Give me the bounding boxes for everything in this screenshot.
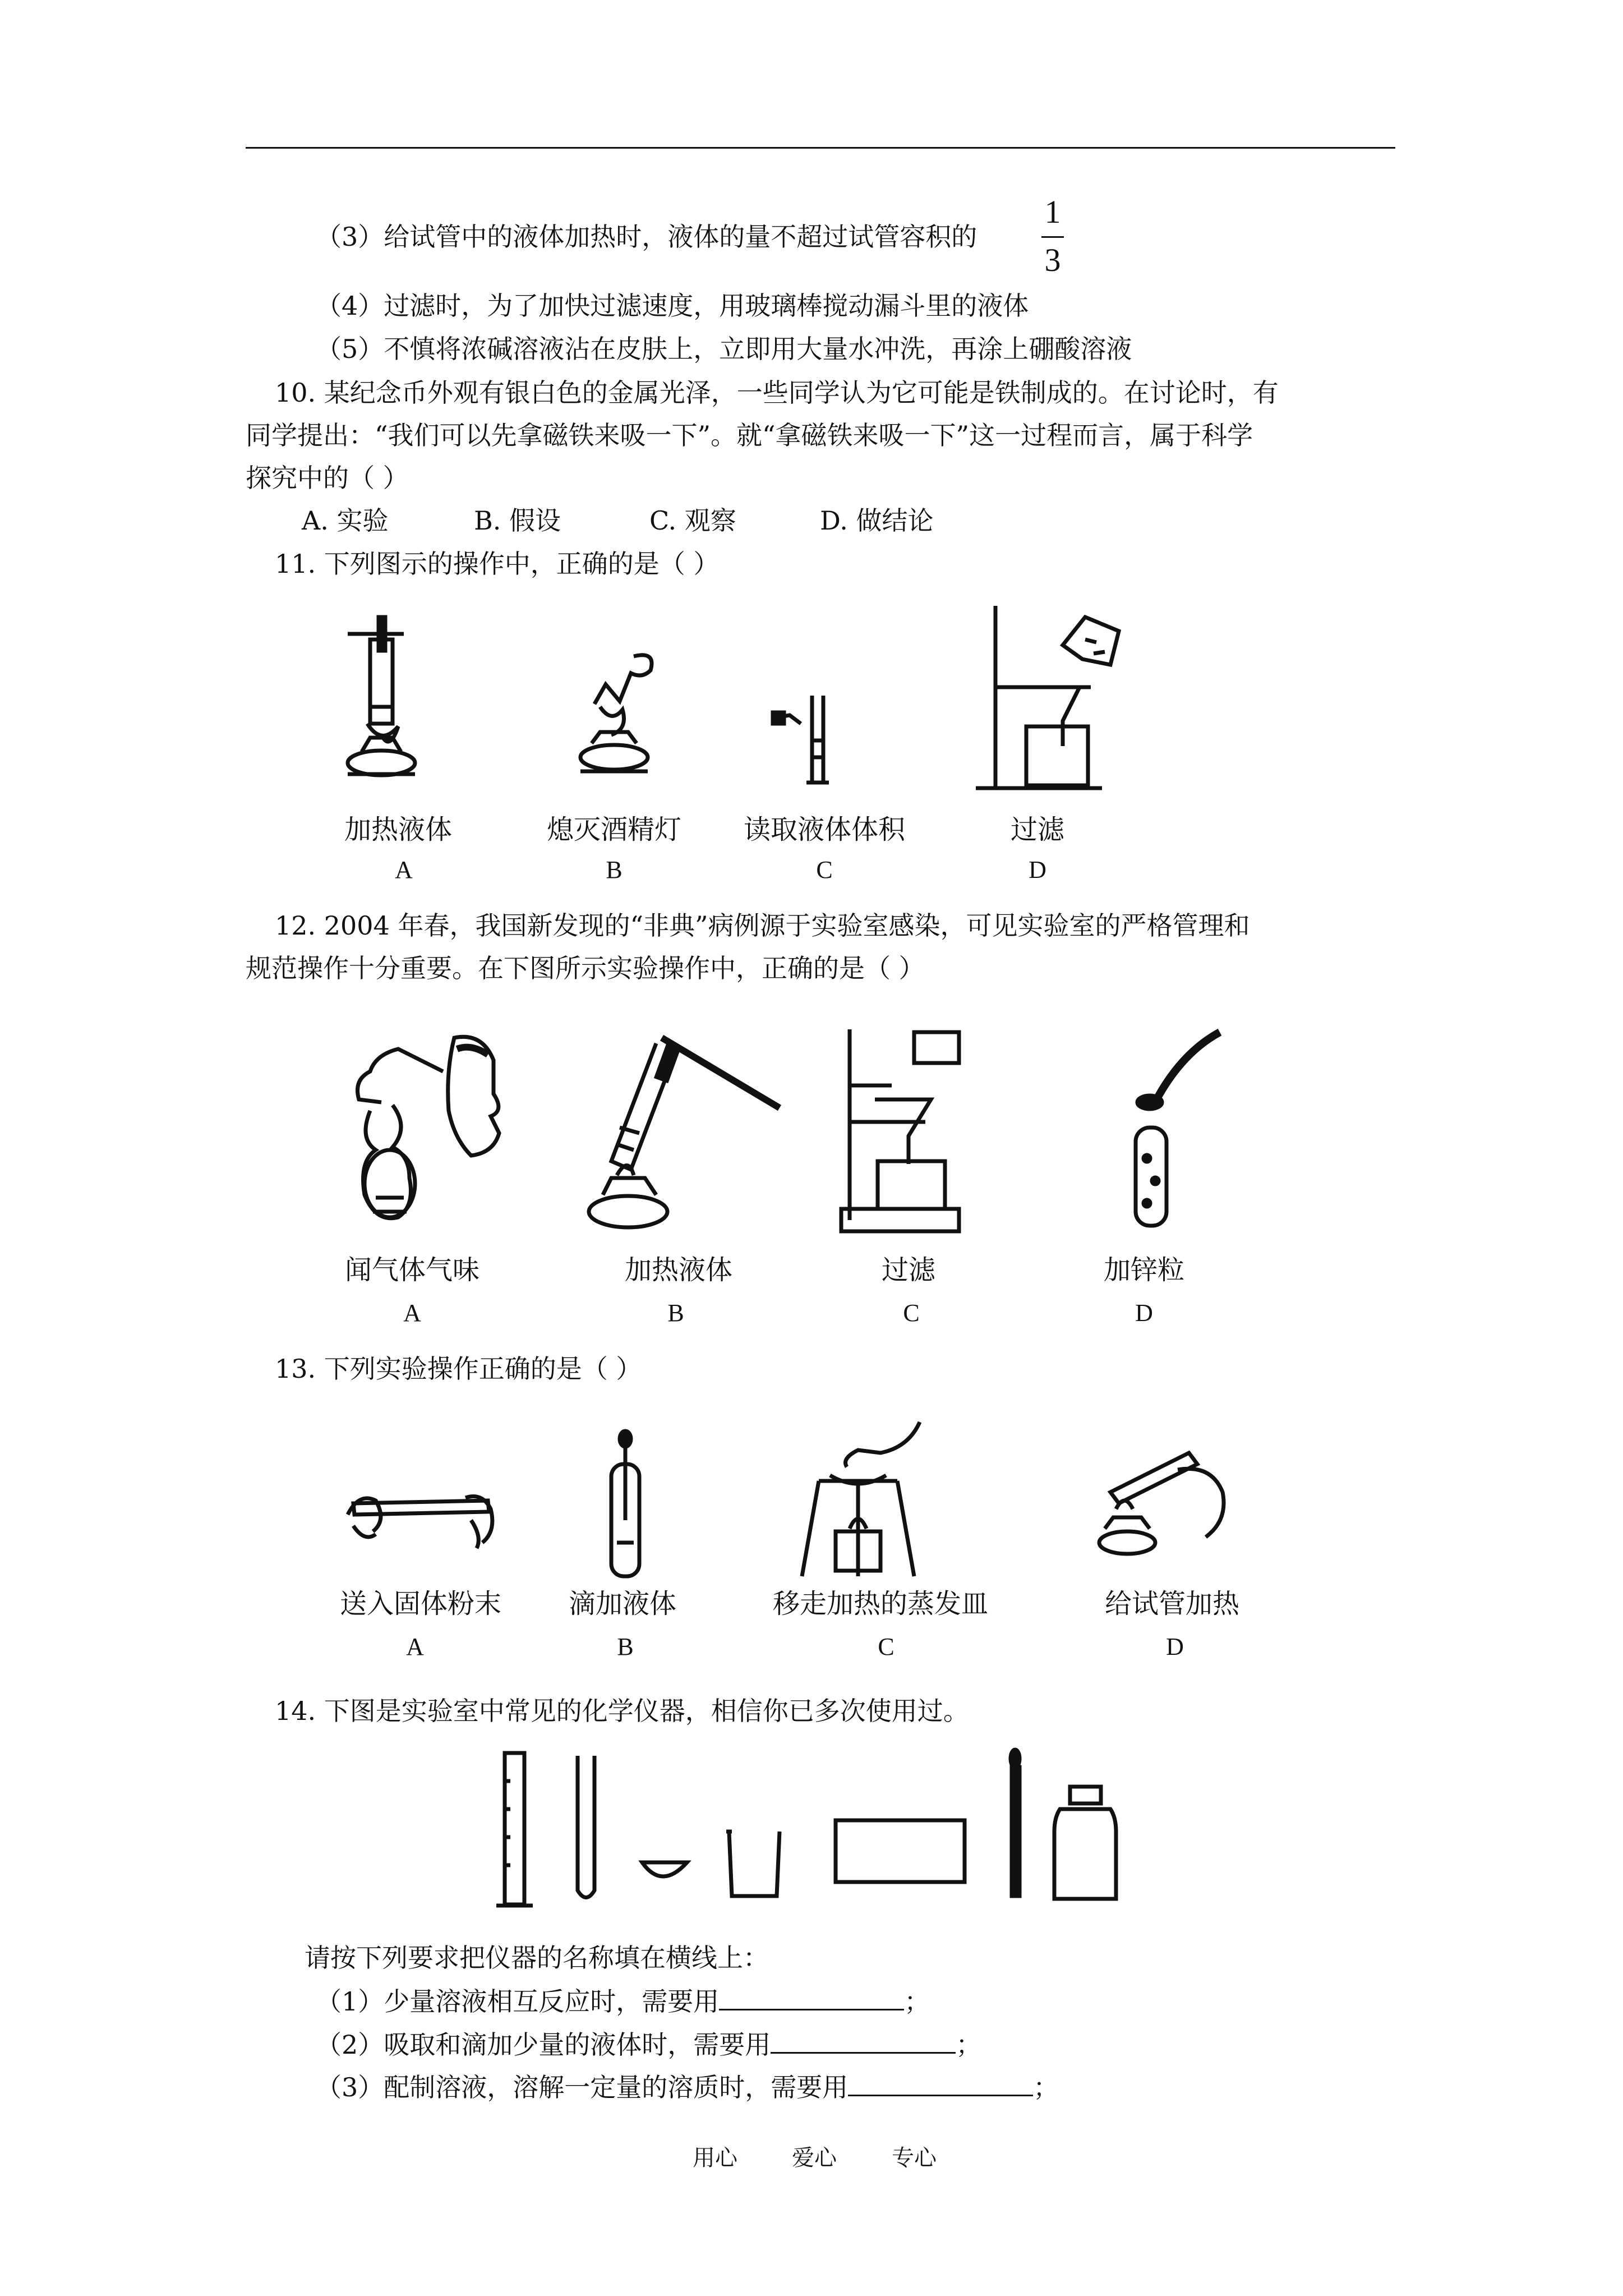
q13-caption-a: 送入固体粉末 <box>339 1588 501 1619</box>
reagent-bottle-icon <box>1054 1787 1116 1899</box>
q13-heat-tube-figure <box>1094 1447 1239 1559</box>
q10-option-d: D. 做结论 <box>820 505 934 536</box>
q11-letter-a: A <box>395 856 413 884</box>
q10-option-a: A. 实验 <box>302 505 389 536</box>
q14-item-1-end: ； <box>904 1986 930 2017</box>
q14-item-1-text: （1）少量溶液相互反应时，需要用 <box>316 1986 720 2017</box>
q14-item-2-end: ； <box>956 2030 982 2060</box>
q14-item-3 <box>316 2069 1059 2104</box>
beaker-icon <box>726 1832 780 1896</box>
q12-line-2: 规范操作十分重要。在下图所示实验操作中，正确的是（ ） <box>246 953 925 983</box>
q12-add-zinc-figure <box>1110 1029 1228 1231</box>
q14-answer-blank-2[interactable] <box>771 2026 956 2054</box>
q11-heating-liquid-figure <box>336 606 437 791</box>
q13-caption-d: 给试管加热 <box>1104 1588 1239 1619</box>
fraction-numerator: 1 <box>1044 194 1061 230</box>
q12-caption-b: 加热液体 <box>624 1254 732 1286</box>
q14-answer-blank-1[interactable] <box>719 1983 904 2010</box>
q13-remove-dish-figure <box>785 1419 937 1582</box>
q12-smell-gas-figure <box>336 1027 510 1234</box>
q12-letter-a: A <box>403 1299 421 1327</box>
q11-letter-d: D <box>1029 856 1046 884</box>
fraction-denominator: 3 <box>1044 242 1061 278</box>
q14-item-3-text: （3）配制溶液，溶解一定量的溶质时，需要用 <box>316 2072 849 2102</box>
q14-item-3-end: ； <box>1033 2072 1059 2102</box>
q9-item-3: （3）给试管中的液体加热时，液体的量不超过试管容积的 <box>316 222 978 252</box>
q14-item-2 <box>316 2026 981 2062</box>
q12-letter-d: D <box>1135 1299 1153 1327</box>
fraction-bar <box>1041 236 1064 238</box>
q12-heating-liquid-figure <box>578 1032 785 1234</box>
footer-text-2: 爱心 <box>792 2145 837 2171</box>
q13-letter-d: D <box>1166 1633 1184 1660</box>
q11-filtration-figure <box>973 600 1130 791</box>
q13-add-liquid-figure <box>606 1430 645 1582</box>
q11-stem: 11. 下列图示的操作中，正确的是（ ） <box>275 549 720 579</box>
q12-caption-d: 加锌粒 <box>1103 1254 1184 1286</box>
q9-item-5: （5）不慎将浓碱溶液沾在皮肤上，立即用大量水冲洗，再涂上硼酸溶液 <box>316 334 1132 364</box>
dropper-icon <box>1011 1750 1020 1896</box>
q14-stem: 14. 下图是实验室中常见的化学仪器，相信你已多次使用过。 <box>275 1696 969 1726</box>
q11-caption-c: 读取液体体积 <box>743 814 905 845</box>
q11-caption-d: 过滤 <box>1010 814 1064 845</box>
q14-answer-blank-3[interactable] <box>848 2069 1033 2096</box>
trough-icon <box>836 1820 965 1882</box>
q13-letter-a: A <box>406 1633 424 1660</box>
q13-caption-c: 移走加热的蒸发皿 <box>772 1588 988 1619</box>
header-rule <box>246 147 1395 149</box>
q14-item-2-text: （2）吸取和滴加少量的液体时，需要用 <box>316 2030 771 2060</box>
q10-line-1: 10. 某纪念币外观有银白色的金属光泽，一些同学认为它可能是铁制成的。在讨论时，有 <box>275 378 1279 408</box>
footer-text-1: 用心 <box>693 2145 737 2171</box>
q12-caption-c: 过滤 <box>881 1254 935 1286</box>
q10-option-c: C. 观察 <box>649 505 736 536</box>
evaporating-dish-icon <box>642 1862 687 1876</box>
q9-item-4: （4）过滤时，为了加快过滤速度，用玻璃棒搅动漏斗里的液体 <box>316 291 1029 321</box>
test-tube-icon <box>578 1756 594 1898</box>
q11-read-volume-figure <box>767 690 829 791</box>
q14-instruction: 请按下列要求把仪器的名称填在横线上： <box>305 1943 769 1973</box>
q14-item-1 <box>316 1983 930 2018</box>
graduated-cylinder-icon <box>496 1753 533 1906</box>
footer-text-3: 专心 <box>892 2145 937 2171</box>
q12-letter-c: C <box>903 1299 920 1327</box>
q10-option-b: B. 假设 <box>474 505 561 536</box>
q13-caption-b: 滴加液体 <box>568 1588 676 1619</box>
q11-caption-a: 加热液体 <box>344 814 452 845</box>
q11-letter-b: B <box>606 856 623 884</box>
q11-letter-c: C <box>816 856 833 884</box>
q13-letter-c: C <box>878 1633 895 1660</box>
q13-letter-b: B <box>617 1633 634 1660</box>
q10-line-2: 同学提出：“我们可以先拿磁铁来吸一下”。就“拿磁铁来吸一下”这一过程而言，属于科学 <box>246 420 1253 450</box>
q12-filtration-figure <box>841 1024 965 1237</box>
q14-apparatus-figure <box>494 1747 1138 1910</box>
q11-extinguish-lamp-figure <box>566 645 673 791</box>
q13-add-powder-figure <box>342 1481 499 1554</box>
q12-letter-b: B <box>667 1299 684 1327</box>
q11-caption-b: 熄灭酒精灯 <box>546 814 681 845</box>
q12-line-1: 12. 2004 年春，我国新发现的“非典”病例源于实验室感染，可见实验室的严格管理和 <box>275 910 1250 941</box>
q13-stem: 13. 下列实验操作正确的是（ ） <box>275 1354 642 1384</box>
q12-caption-a: 闻气体气味 <box>344 1254 479 1286</box>
q10-line-3: 探究中的（ ） <box>246 463 409 493</box>
